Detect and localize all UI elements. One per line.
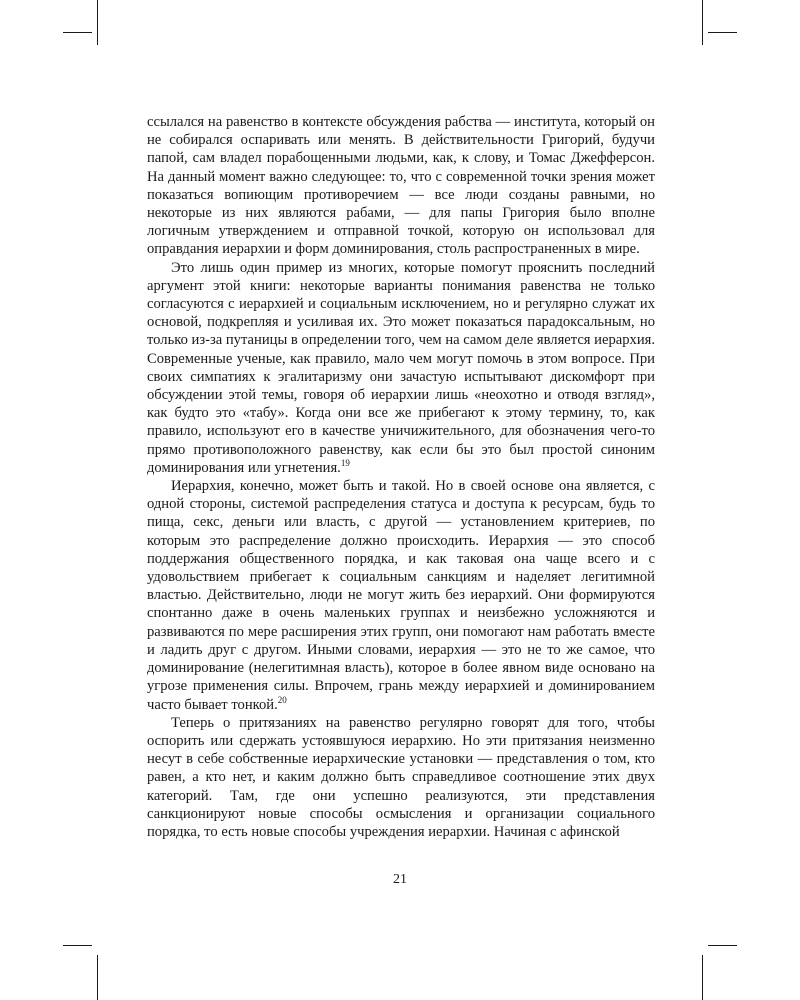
crop-mark-top-right-vertical — [702, 0, 703, 45]
crop-mark-bottom-left-horizontal — [63, 945, 92, 946]
footnote-ref-19: 19 — [340, 457, 350, 468]
paragraph-4-text: Теперь о притязаниях на равенство регулярно говорят для того, чтобы оспорить или сдержать устоявшуюся иерархию. Но эти притязания неизменно несут в себе собственные иерархические установки — представления о том, кто равен, а кто нет, и каким должно быть справедливое соотношение этих двух категорий. Там, где они успешно реализуются, эти представления санкционируют новые способы осмысления и организации социального порядка, то есть новые способы учреждения иерархии. Начиная с афинской — [147, 714, 655, 840]
page-number: 21 — [393, 872, 407, 887]
crop-mark-top-left-horizontal — [63, 32, 92, 33]
body-text — [147, 113, 655, 841]
paragraph-3 — [147, 477, 655, 714]
footnote-ref-20: 20 — [277, 694, 287, 705]
crop-mark-bottom-right-horizontal — [708, 945, 737, 946]
crop-mark-top-right-horizontal — [708, 32, 737, 33]
paragraph-4 — [147, 714, 655, 841]
crop-mark-top-left-vertical — [97, 0, 98, 45]
crop-mark-bottom-left-vertical — [97, 955, 98, 1000]
crop-mark-bottom-right-vertical — [702, 955, 703, 1000]
paragraph-1 — [147, 113, 655, 259]
paragraph-2 — [147, 259, 655, 477]
paragraph-1-text: ссылался на равенство в контексте обсуждения рабства — института, который он не собирался оспаривать или менять. В действительности Григорий, будучи папой, сам владел порабощенными людьми, как, к слову, и Томас Джефферсон. На данный момент важно следующее: то, что с современной точки зрения может показаться вопиющим противоречием — все люди созданы равными, но некоторые из них являются рабами, — для папы Григория было вполне логичным утверждением и отправной точкой, которую он использовал для оправдания иерархии и форм доминирования, столь распространенных в мире. — [147, 114, 655, 258]
paragraph-3-text: Иерархия, конечно, может быть и такой. Но в своей основе она является, с одной стороны, системой распределения статуса и доступа к ресурсам, будь то пища, секс, деньги или власть, с другой — установлением критериев, по которым это распределение должно происходить. Иерархия — это способ поддержания общественного порядка, и как таковая она чаще всего и с удовольствием прибегает к социальным санкциям и наделяет легитимной властью. Действительно, люди не могут жить без иерархий. Они формируются спонтанно даже в очень маленьких группах и неизбежно усложняются и развиваются по мере расширения этих групп, они помогают нам работать вместе и ладить друг с другом. Иными словами, иерархия — это не то же самое, что доминирование (нелегитимная власть), которое в более явном виде основано на угрозе применения силы. Впрочем, грань между иерархией и доминированием часто бывает тонкой. — [147, 478, 655, 713]
paragraph-2-text: Это лишь один пример из многих, которые помогут прояснить последний аргумент этой книги: некоторые варианты понимания равенства не только согласуются с иерархией и социальным исключением, но и регулярно служат их основой, подкрепляя и усиливая их. Это может показаться парадоксальным, но только из-за путаницы в определении того, чем на самом деле является иерархия. Современные ученые, как правило, мало чем могут помочь в этом вопросе. При своих симпатиях к эгалитаризму они зачастую испытывают дискомфорт при обсуждении этой темы, говоря об иерархии лишь «неохотно и отводя взгляд», как будто это «табу». Когда они все же прибегают к этому термину, то, как правило, используют его в качестве уничижительного, для обозначения чего-то прямо противоположного равенству, как если бы это был простой синоним доминирования или угнетения. — [147, 259, 655, 476]
